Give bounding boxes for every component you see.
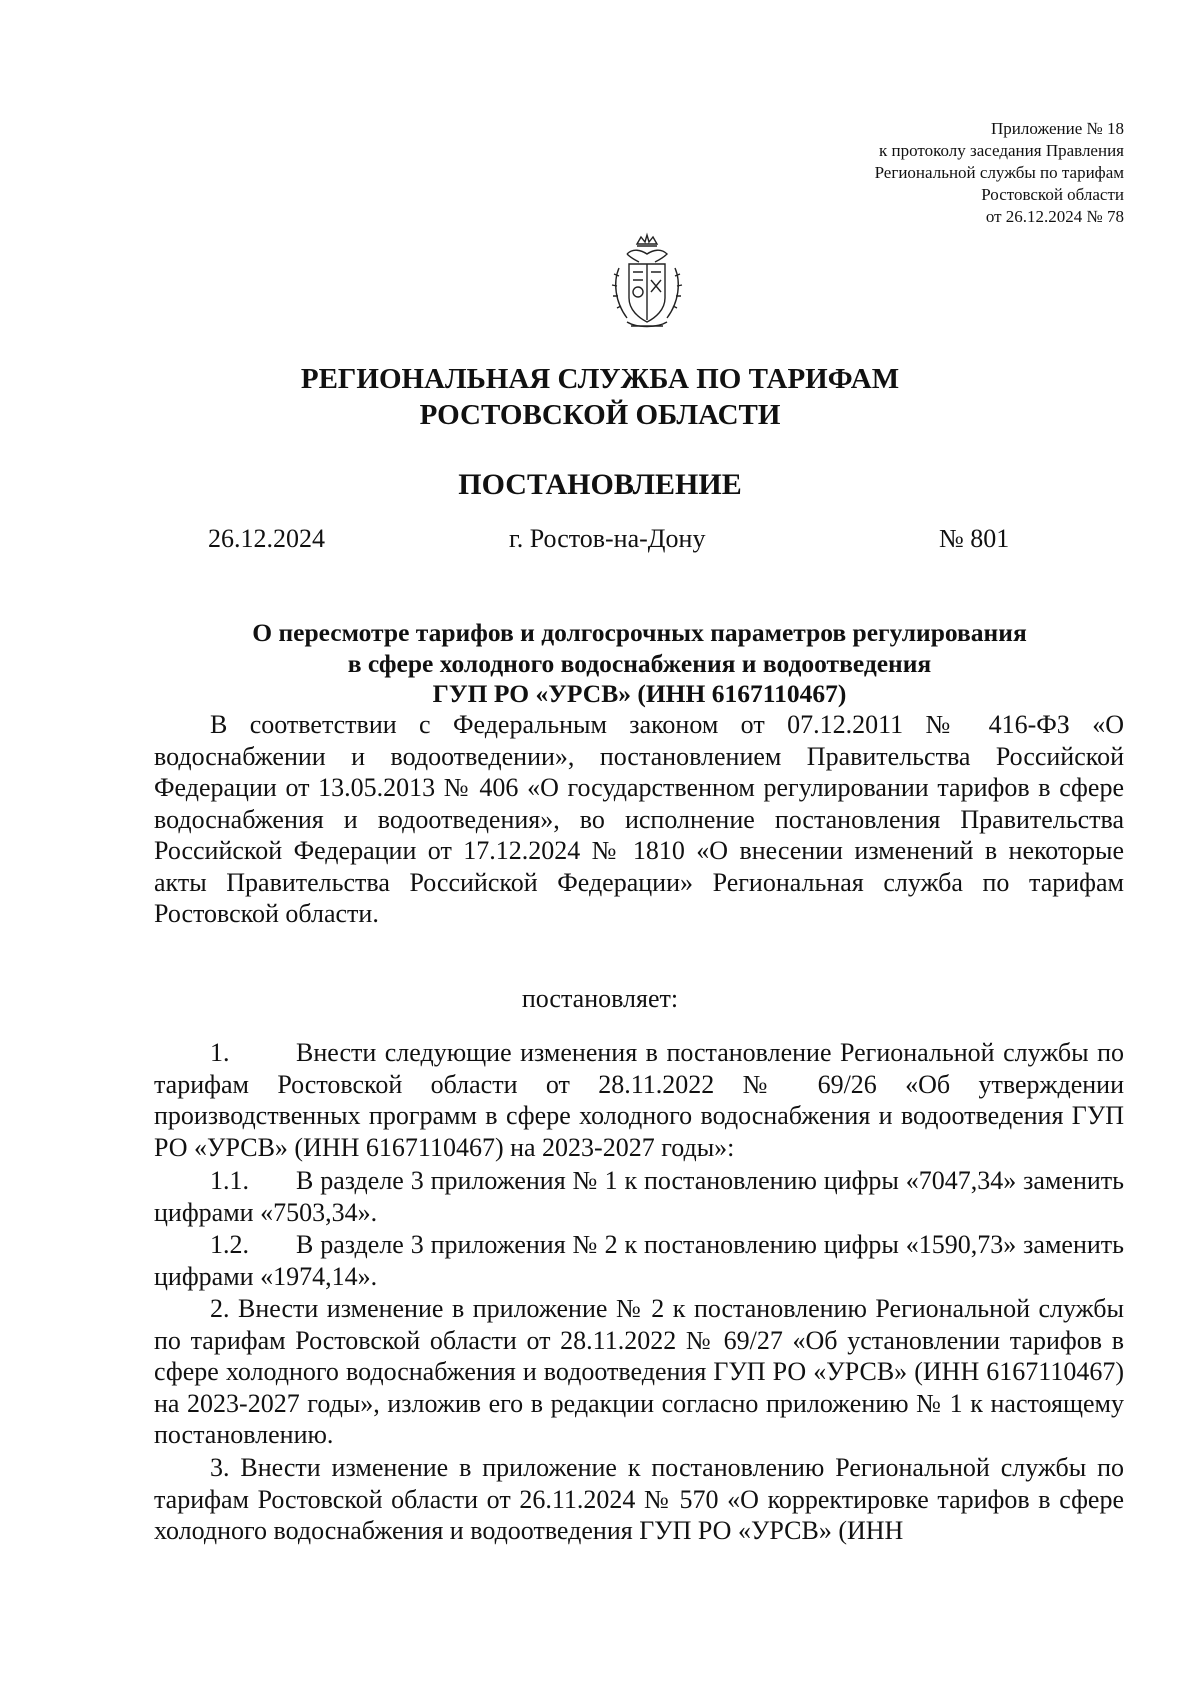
decree-number: № 801 (939, 524, 1010, 553)
attachment-line: Ростовской области (981, 185, 1124, 204)
attachment-line: Региональной службы по тарифам (874, 163, 1124, 182)
item-1-paragraph (154, 1037, 1124, 1163)
subject-line: ГУП РО «УРСВ» (ИНН 6167110467) (432, 679, 847, 708)
document-type-title: ПОСТАНОВЛЕНИЕ (458, 468, 742, 501)
item-text: Внести следующие изменения в постановление Региональной службы по тарифам Ростовской области от 28.11.2022 № 69/26 «Об утверждении производственных программ в сфере холодного водоснабжения и водоотведения ГУП РО «УРСВ» (ИНН 6167110467) на 2023-2027 годы»: (154, 1038, 1124, 1162)
resolve-line: постановляет: (521, 984, 679, 1013)
item-2-paragraph: 2. Внести изменение в приложение № 2 к постановлению Региональной службы по тарифам Ростовской области от 28.11.2022 № 69/27 «Об установлении тарифов в сфере холодного водоснабжения и водоотведения ГУП РО «УРСВ» (ИНН 6167110467) на 2023-2027 годы», изложив его в редакции согласно приложению № 1 к настоящему постановлению. (154, 1294, 1124, 1449)
item-3-paragraph: 3. Внести изменение в приложение к постановлению Региональной службы по тарифам Ростовской области от 26.11.2024 № 570 «О корректировке тарифов в сфере холодного водоснабжения и водоотведения ГУП РО «УРСВ» (ИНН (154, 1453, 1124, 1545)
item-number: 1.1. (210, 1166, 249, 1195)
attachment-note (875, 118, 1124, 228)
subject-line: в сфере холодного водоснабжения и водоотведения (347, 648, 932, 678)
item-1-2-paragraph (154, 1229, 1124, 1292)
attachment-line: Приложение № 18 (991, 119, 1124, 138)
item-number: 1. (210, 1038, 230, 1067)
intro-paragraph: В соответствии с Федеральным законом от 07.12.2011 № 416-ФЗ «О водоснабжении и водоотведении», постановлением Правительства Российской Федерации от 13.05.2013 № 406 «О государственном регулировании тарифов в сфере водоснабжения и водоотведения», во исполнение постановления Правительства Российской Федерации от 17.12.2024 № 1810 «О внесении изменений в некоторые акты Правительства Российской Федерации» Региональная служба по тарифам Ростовской области. (154, 710, 1124, 928)
attachment-line: к протоколу заседания Правления (879, 141, 1124, 160)
decree-city: г. Ростов-на-Дону (509, 524, 706, 553)
decree-date: 26.12.2024 (208, 524, 325, 553)
subject-line: О пересмотре тарифов и долгосрочных параметров регулирования (252, 618, 1027, 647)
item-text: В разделе 3 приложения № 1 к постановлению цифры «7047,34» заменить цифрами «7503,34». (154, 1166, 1124, 1227)
rostov-coat-of-arms-icon (597, 232, 697, 332)
agency-name-line: РЕГИОНАЛЬНАЯ СЛУЖБА ПО ТАРИФАМ (300, 363, 900, 395)
agency-name-line: РОСТОВСКОЙ ОБЛАСТИ (419, 399, 781, 431)
item-1-1-paragraph (154, 1165, 1124, 1228)
decree-subject (0, 618, 1200, 710)
agency-name (0, 361, 1200, 433)
item-number: 1.2. (210, 1230, 249, 1259)
item-text: В разделе 3 приложения № 2 к постановлению цифры «1590,73» заменить цифрами «1974,14». (154, 1230, 1124, 1291)
attachment-line: от 26.12.2024 № 78 (985, 207, 1124, 226)
